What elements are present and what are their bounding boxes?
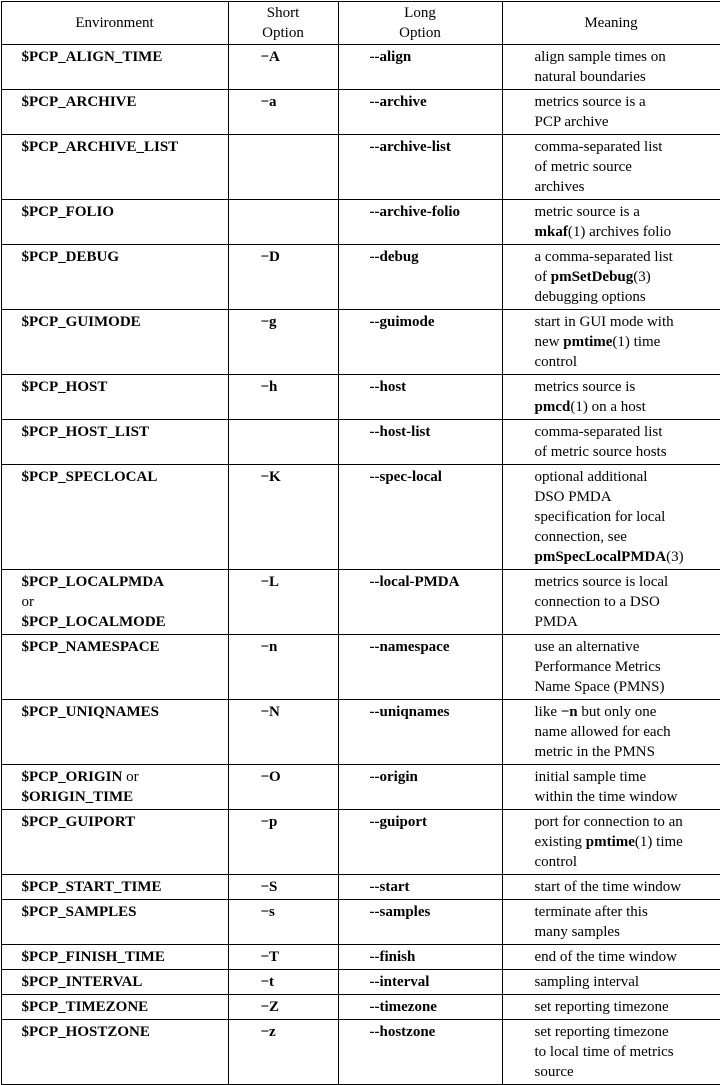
long-option-cell: --archive [338,89,502,134]
cell-line [535,352,716,372]
cell-line [535,507,716,527]
table-row [1,199,720,244]
cell-line [535,592,716,612]
table-row [1,764,720,809]
meaning-cell [502,134,720,199]
short-option-cell: −N [228,699,338,764]
cell-line [22,877,228,897]
meaning-cell [502,464,720,569]
short-option-cell: −t [228,969,338,994]
text-segment: within the time window [535,789,678,805]
text-segment: optional additional [535,469,648,485]
text-segment: $PCP_NAMESPACE [22,639,160,655]
table-row [1,309,720,374]
cell-line [535,202,716,222]
text-segment: $PCP_TIMEZONE [22,999,149,1015]
cell-line [22,767,228,787]
cell-line [22,997,228,1017]
text-segment: pmcd [535,399,571,415]
long-option-cell: --host-list [338,419,502,464]
cell-line [535,832,716,852]
text-segment: $PCP_START_TIME [22,879,162,895]
table-row [1,809,720,874]
cell-line [22,592,228,612]
short-option-cell: −p [228,809,338,874]
table-row [1,464,720,569]
cell-line [535,877,716,897]
text-segment: $PCP_HOSTZONE [22,1024,150,1040]
short-option-cell [228,134,338,199]
cell-line [535,92,716,112]
long-option-cell: --guiport [338,809,502,874]
environment-cell [1,244,228,309]
text-segment: pmtime [563,334,612,350]
cell-line [535,287,716,307]
cell-line [22,787,228,807]
long-option-cell: --host [338,374,502,419]
short-option-cell: −A [228,44,338,89]
table-row [1,419,720,464]
cell-line [535,767,716,787]
short-option-cell [228,199,338,244]
environment-cell [1,89,228,134]
text-segment: set reporting timezone [535,1024,669,1040]
text-segment: (1) time [612,334,660,350]
short-option-cell: −h [228,374,338,419]
text-segment: terminate after this [535,904,648,920]
long-option-cell: --samples [338,899,502,944]
meaning-cell [502,764,720,809]
cell-line [535,787,716,807]
cell-line [535,922,716,942]
table-row [1,134,720,199]
cell-line [535,527,716,547]
cell-line [535,47,716,67]
long-option-cell: --origin [338,764,502,809]
text-segment: $PCP_ARCHIVE_LIST [22,139,179,155]
environment-cell [1,944,228,969]
environment-cell [1,419,228,464]
short-option-cell: −D [228,244,338,309]
cell-line [22,572,228,592]
short-option-cell: −z [228,1019,338,1084]
text-segment: to local time of metrics [535,1044,674,1060]
text-segment: specification for local [535,509,666,525]
cell-line [535,547,716,567]
cell-line [535,312,716,332]
text-segment: connection, see [535,529,627,545]
cell-line [535,612,716,632]
table-row [1,374,720,419]
text-segment: $PCP_ALIGN_TIME [22,49,163,65]
cell-line [535,422,716,442]
meaning-cell [502,569,720,634]
text-segment: $PCP_LOCALMODE [22,614,166,630]
cell-line [22,972,228,992]
table-row [1,994,720,1019]
text-segment: name allowed for each [535,724,671,740]
table-row [1,634,720,699]
long-option-cell: --local-PMDA [338,569,502,634]
text-segment: PCP archive [535,114,609,130]
table-row [1,699,720,764]
text-segment: metric in the PMNS [535,744,655,760]
meaning-cell [502,1019,720,1084]
text-segment: $PCP_INTERVAL [22,974,143,990]
text-segment: pmSpecLocalPMDA [535,549,667,565]
text-segment: (1) on a host [570,399,645,415]
cell-line [535,377,716,397]
text-segment: archives [535,179,585,195]
environment-cell [1,464,228,569]
meaning-cell [502,634,720,699]
text-segment: new [535,334,564,350]
cell-line [22,247,228,267]
text-segment: start in GUI mode with [535,314,674,330]
cell-line [535,812,716,832]
short-option-cell [228,419,338,464]
cell-line [535,267,716,287]
text-segment: $PCP_LOCALPMDA [22,574,165,590]
meaning-cell [502,374,720,419]
cell-line [22,612,228,632]
text-segment: $PCP_DEBUG [22,249,120,265]
short-option-cell: −S [228,874,338,899]
cell-line [22,637,228,657]
text-segment: or [22,594,35,610]
text-segment: −n [561,704,578,720]
cell-line [22,47,228,67]
long-option-cell: --spec-local [338,464,502,569]
text-segment: $PCP_SAMPLES [22,904,137,920]
text-segment: $PCP_UNIQNAMES [22,704,160,720]
meaning-cell [502,309,720,374]
meaning-cell [502,699,720,764]
table-row [1,89,720,134]
text-segment: a comma-separated list [535,249,673,265]
text-segment: existing [535,834,586,850]
text-segment: use an alternative [535,639,640,655]
short-option-cell: −L [228,569,338,634]
long-option-cell: --uniqnames [338,699,502,764]
meaning-cell [502,969,720,994]
cell-line [22,902,228,922]
meaning-cell [502,944,720,969]
short-option-cell: −g [228,309,338,374]
meaning-cell [502,809,720,874]
cell-line [535,67,716,87]
cell-line [535,702,716,722]
meaning-cell [502,874,720,899]
cell-line [535,947,716,967]
environment-cell [1,1019,228,1084]
cell-line [22,702,228,722]
cell-line [535,1022,716,1042]
cell-line [535,657,716,677]
cell-line [22,467,228,487]
environment-cell [1,899,228,944]
environment-cell [1,634,228,699]
meaning-cell [502,89,720,134]
environment-cell [1,44,228,89]
meaning-cell [502,199,720,244]
short-option-cell: −a [228,89,338,134]
environment-cell [1,134,228,199]
cell-line [22,202,228,222]
text-segment: (3) [633,269,651,285]
environment-cell [1,199,228,244]
text-segment: Name Space (PMNS) [535,679,665,695]
text-segment: $PCP_GUIPORT [22,814,136,830]
meaning-cell [502,419,720,464]
text-segment: metrics source is [535,379,636,395]
cell-line [535,997,716,1017]
environment-cell [1,699,228,764]
meaning-cell [502,244,720,309]
text-segment: $PCP_HOST [22,379,108,395]
cell-line [535,157,716,177]
text-segment: set reporting timezone [535,999,669,1015]
text-segment: of [535,269,551,285]
text-segment: initial sample time [535,769,647,785]
text-segment: $ORIGIN_TIME [22,789,134,805]
cell-line [22,377,228,397]
text-segment: DSO PMDA [535,489,612,505]
long-option-cell: --hostzone [338,1019,502,1084]
table-row [1,244,720,309]
text-segment: of metric source [535,159,632,175]
text-segment: port for connection to an [535,814,683,830]
long-option-cell: --archive-list [338,134,502,199]
text-segment: debugging options [535,289,646,305]
cell-line [535,852,716,872]
long-option-cell: --debug [338,244,502,309]
table-body [1,44,720,1084]
environment-cell [1,994,228,1019]
text-segment: end of the time window [535,949,677,965]
cell-line [22,312,228,332]
environment-cell [1,309,228,374]
cell-line [535,722,716,742]
short-option-cell: −n [228,634,338,699]
text-segment: $PCP_FINISH_TIME [22,949,165,965]
text-segment: pmtime [586,834,635,850]
meaning-cell [502,44,720,89]
environment-cell [1,874,228,899]
cell-line [535,137,716,157]
text-segment: $PCP_SPECLOCAL [22,469,158,485]
cell-line [535,442,716,462]
cell-line [535,1042,716,1062]
header-long-option: Long Option [338,1,502,44]
text-segment: many samples [535,924,620,940]
cell-line [535,467,716,487]
text-segment: $PCP_GUIMODE [22,314,141,330]
short-option-cell: −K [228,464,338,569]
environment-cell [1,809,228,874]
text-segment: $PCP_FOLIO [22,204,115,220]
cell-line [535,637,716,657]
cell-line [22,812,228,832]
long-option-cell: --archive-folio [338,199,502,244]
cell-line [535,397,716,417]
long-option-cell: --guimode [338,309,502,374]
environment-cell [1,969,228,994]
long-option-cell: --align [338,44,502,89]
cell-line [535,177,716,197]
text-segment: $PCP_HOST_LIST [22,424,150,440]
table-row [1,944,720,969]
table-row [1,969,720,994]
cell-line [535,112,716,132]
cell-line [22,947,228,967]
options-table [1,1,720,1085]
meaning-cell [502,899,720,944]
table-row [1,899,720,944]
short-option-cell: −O [228,764,338,809]
cell-line [22,92,228,112]
short-option-cell: −s [228,899,338,944]
text-segment: $PCP_ORIGIN [22,769,123,785]
text-segment: but only one [578,704,657,720]
text-segment: connection to a DSO [535,594,660,610]
text-segment: (1) archives folio [568,224,671,240]
cell-line [535,902,716,922]
cell-line [535,1062,716,1082]
environment-cell [1,764,228,809]
text-segment: PMDA [535,614,578,630]
cell-line [535,677,716,697]
meaning-cell [502,994,720,1019]
cell-line [535,972,716,992]
cell-line [535,742,716,762]
table-row [1,1019,720,1084]
text-segment: start of the time window [535,879,682,895]
cell-line [22,137,228,157]
text-segment: comma-separated list [535,424,663,440]
header-short-option: Short Option [228,1,338,44]
short-option-cell: −Z [228,994,338,1019]
text-segment: or [122,769,138,785]
cell-line [535,247,716,267]
text-segment: (3) [666,549,684,565]
text-segment: align sample times on [535,49,666,65]
text-segment: Performance Metrics [535,659,661,675]
text-segment: like [535,704,561,720]
text-segment: comma-separated list [535,139,663,155]
header-meaning: Meaning [502,1,720,44]
text-segment: of metric source hosts [535,444,667,460]
text-segment: $PCP_ARCHIVE [22,94,137,110]
table-row [1,44,720,89]
header-row [1,1,720,44]
environment-cell [1,569,228,634]
table-row [1,874,720,899]
long-option-cell: --finish [338,944,502,969]
long-option-cell: --start [338,874,502,899]
text-segment: natural boundaries [535,69,646,85]
text-segment: source [535,1064,574,1080]
table-row [1,569,720,634]
short-option-cell: −T [228,944,338,969]
text-segment: metric source is a [535,204,640,220]
cell-line [535,487,716,507]
cell-line [22,1022,228,1042]
cell-line [535,332,716,352]
cell-line [22,422,228,442]
text-segment: sampling interval [535,974,640,990]
cell-line [535,222,716,242]
environment-cell [1,374,228,419]
text-segment: metrics source is local [535,574,669,590]
long-option-cell: --timezone [338,994,502,1019]
text-segment: (1) time [635,834,683,850]
text-segment: control [535,854,578,870]
text-segment: metrics source is a [535,94,646,110]
header-environment: Environment [1,1,228,44]
text-segment: pmSetDebug [551,269,634,285]
long-option-cell: --namespace [338,634,502,699]
text-segment: mkaf [535,224,568,240]
text-segment: control [535,354,578,370]
long-option-cell: --interval [338,969,502,994]
cell-line [535,572,716,592]
